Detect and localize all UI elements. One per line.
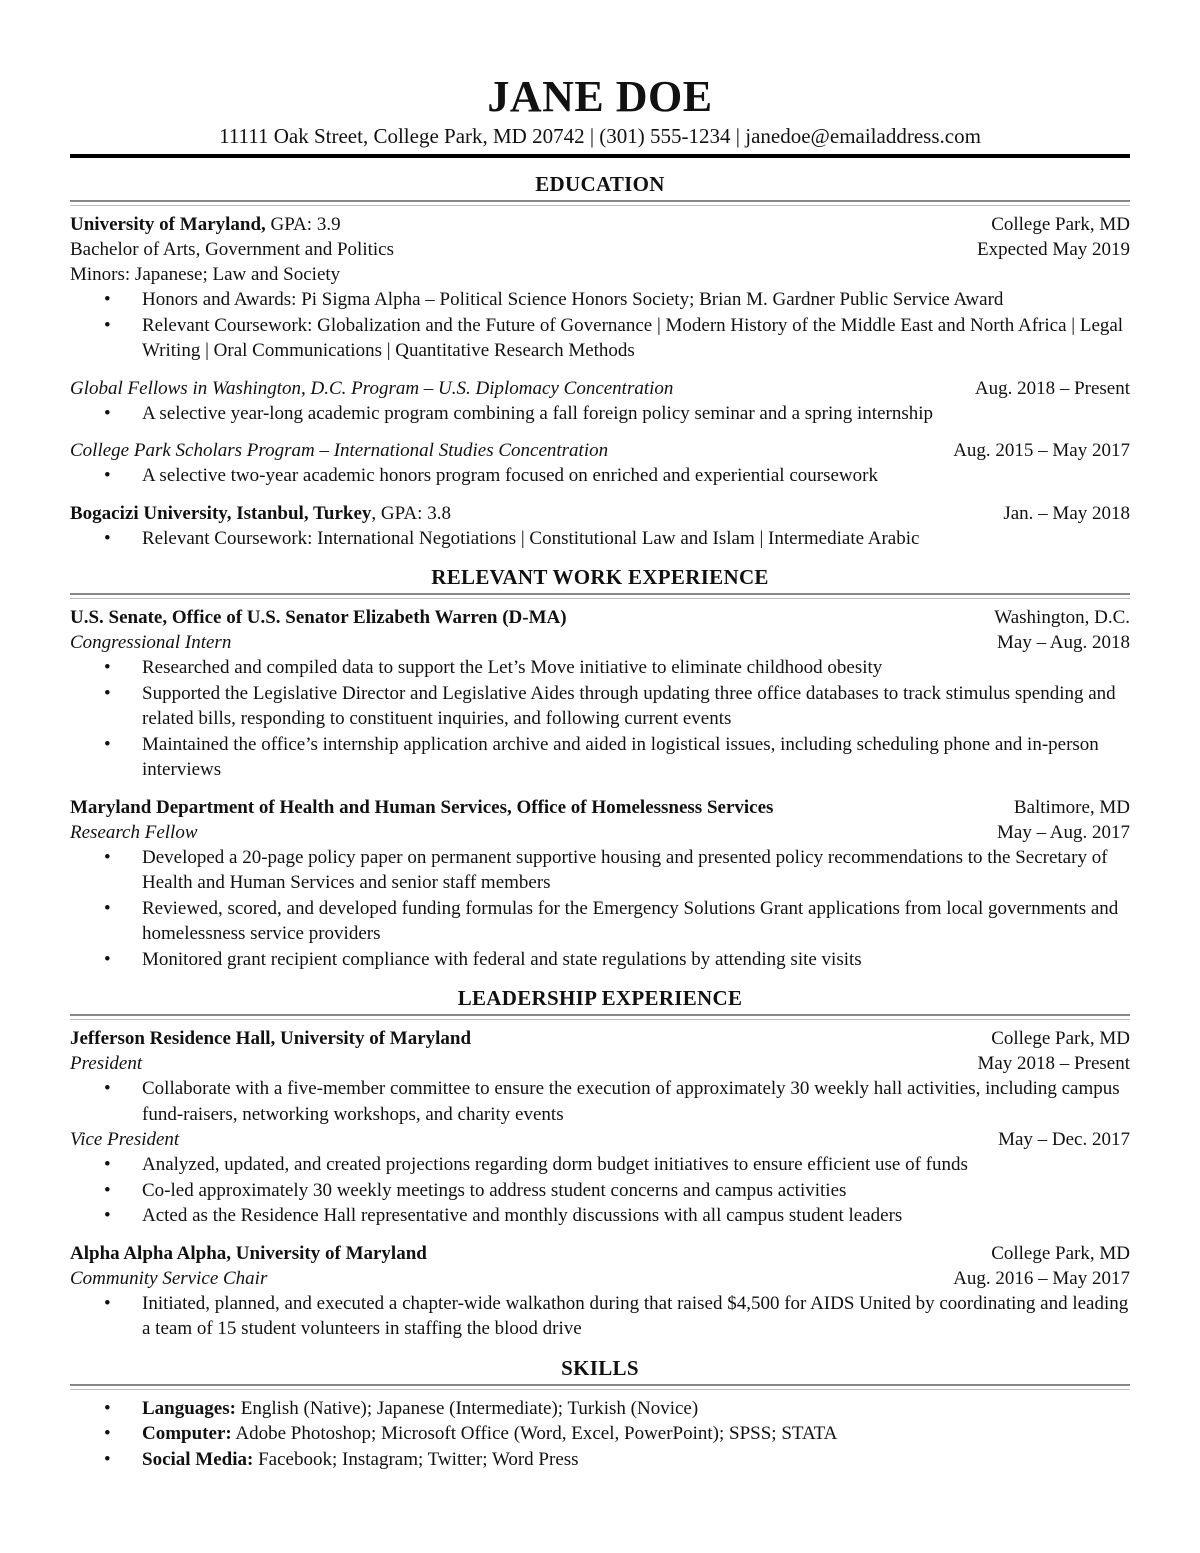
skill-value: English (Native); Japanese (Intermediate); Turkish (Novice) <box>235 1397 699 1419</box>
senate-location: Washington, D.C. <box>994 607 1130 628</box>
candidate-name: JANE DOE <box>487 72 713 121</box>
bogazici-date: Jan. – May 2018 <box>1003 502 1130 524</box>
dhhs-location: Baltimore, MD <box>1013 796 1130 818</box>
umd-date: Expected May 2019 <box>976 239 1130 260</box>
jefferson-role1-row <box>70 1051 1130 1076</box>
senate-role: Congressional Intern <box>70 632 232 653</box>
list-item: • Co-led approximately 30 weekly meetings to address student concerns and campus activities <box>70 1178 1130 1204</box>
umd-minors-row <box>70 262 1130 287</box>
resume-page <box>70 0 1130 1472</box>
jefferson-date2: May – Dec. 2017 <box>998 1129 1130 1150</box>
umd-minors: Minors: Japanese; Law and Society <box>70 264 341 285</box>
work-divider <box>70 593 1130 599</box>
alpha-org: Alpha Alpha Alpha, University of Maryland <box>70 1242 427 1264</box>
skill-label: Languages: <box>142 1397 236 1419</box>
list-item: • A selective year-long academic program combining a fall foreign policy seminar and a spring internship <box>70 401 1130 427</box>
alpha-location: College Park, MD <box>991 1242 1130 1264</box>
umd-location: College Park, MD <box>991 214 1130 235</box>
umd-degree: Bachelor of Arts, Government and Politics <box>70 239 394 260</box>
umd-school: University of Maryland, <box>70 214 266 235</box>
jefferson-org: Jefferson Residence Hall, University of Maryland <box>70 1028 472 1049</box>
list-item: • Supported the Legislative Director and Legislative Aides through updating three office databases to track stimulus spending and related bills, responding to constituent inquiries, and following current events <box>70 681 1130 732</box>
jefferson-role2-row <box>70 1127 1130 1152</box>
work-heading: RELEVANT WORK EXPERIENCE <box>431 565 769 589</box>
skill-languages <box>70 1396 1130 1422</box>
bogazici-bullets <box>70 526 1130 552</box>
jefferson-date1: May 2018 – Present <box>977 1053 1130 1074</box>
header-divider <box>70 154 1130 158</box>
senate-org: U.S. Senate, Office of U.S. Senator Elizabeth Warren (D-MA) <box>70 607 567 628</box>
skill-value: Facebook; Instagram; Twitter; Word Press <box>253 1448 579 1470</box>
scholars-program: College Park Scholars Program – International Studies Concentration <box>70 440 609 461</box>
bogazici-gpa: , GPA: 3.8 <box>371 502 451 524</box>
skill-value: Adobe Photoshop; Microsoft Office (Word, Excel, PowerPoint); SPSS; STATA <box>231 1423 838 1444</box>
bogazici-header <box>70 501 1130 526</box>
list-item: • Honors and Awards: Pi Sigma Alpha – Political Science Honors Society; Brian M. Gardner Public Service Award <box>70 287 1130 313</box>
scholars-bullets <box>70 463 1130 489</box>
list-item: • Relevant Coursework: International Negotiations | Constitutional Law and Islam | Intermediate Arabic <box>70 526 1130 552</box>
umd-gpa: GPA: 3.9 <box>265 214 341 235</box>
education-divider <box>70 200 1130 206</box>
skills-heading: SKILLS <box>561 1355 639 1380</box>
global-fellows-bullets <box>70 401 1130 427</box>
senate-date: May – Aug. 2018 <box>997 632 1130 653</box>
list-item: • Monitored grant recipient compliance with federal and state regulations by attending site visits <box>70 947 1130 973</box>
umd-bullets <box>70 287 1130 364</box>
dhhs-role-row <box>70 820 1130 845</box>
list-item: • Relevant Coursework: Globalization and the Future of Governance | Modern History of the Middle East and North Africa | Legal Writing | Oral Communications | Quantitative Research Methods <box>70 313 1130 364</box>
dhhs-role: Research Fellow <box>70 821 198 843</box>
alpha-date: Aug. 2016 – May 2017 <box>953 1267 1130 1289</box>
global-fellows-date: Aug. 2018 – Present <box>974 377 1130 399</box>
dhhs-bullets <box>70 845 1130 973</box>
list-item: • Initiated, planned, and executed a chapter-wide walkathon during that raised $4,500 for AIDS United by coordinating and leading a team of 15 student volunteers in staffing the blood drive <box>70 1291 1130 1342</box>
global-fellows-header <box>70 376 1130 401</box>
scholars-header <box>70 438 1130 463</box>
alpha-bullets <box>70 1291 1130 1342</box>
senate-role-row <box>70 630 1130 655</box>
jefferson-location: College Park, MD <box>991 1028 1130 1049</box>
dhhs-org: Maryland Department of Health and Human Services, Office of Homelessness Services <box>70 796 774 818</box>
skill-social-media <box>70 1447 1130 1473</box>
list-item: • Collaborate with a five-member committee to ensure the execution of approximately 30 weekly hall activities, including campus fund-raisers, networking workshops, and charity events <box>70 1076 1130 1127</box>
dhhs-header <box>70 795 1130 820</box>
alpha-header <box>70 1241 1130 1266</box>
umd-degree-row <box>70 237 1130 262</box>
scholars-date: Aug. 2015 – May 2017 <box>953 440 1130 461</box>
education-heading: EDUCATION <box>535 172 665 196</box>
bogazici-school: Bogacizi University, Istanbul, Turkey <box>70 502 372 524</box>
alpha-role-row <box>70 1266 1130 1291</box>
alpha-role: Community Service Chair <box>70 1267 268 1289</box>
dhhs-date: May – Aug. 2017 <box>997 821 1130 843</box>
senate-bullets <box>70 655 1130 783</box>
list-item: • Developed a 20-page policy paper on permanent supportive housing and presented policy recommendations to the Secretary of Health and Human Services and senior staff members <box>70 845 1130 896</box>
jefferson-bullets1 <box>70 1076 1130 1127</box>
jefferson-role1: President <box>70 1053 143 1074</box>
jefferson-role2: Vice President <box>70 1129 180 1150</box>
skills-list <box>70 1396 1130 1473</box>
skill-label: Computer: <box>142 1423 232 1444</box>
global-fellows-program: Global Fellows in Washington, D.C. Program – U.S. Diplomacy Concentration <box>70 377 674 399</box>
leadership-heading: LEADERSHIP EXPERIENCE <box>457 986 743 1010</box>
jefferson-header <box>70 1026 1130 1051</box>
skill-computer <box>70 1421 1130 1447</box>
senate-header <box>70 605 1130 630</box>
contact-line: 11111 Oak Street, College Park, MD 20742 | (301) 555-1234 | janedoe@emailaddress.com <box>219 124 981 148</box>
list-item: • Maintained the office’s internship application archive and aided in logistical issues, including scheduling phone and in-person interviews <box>70 732 1130 783</box>
list-item: • Acted as the Residence Hall representative and monthly discussions with all campus student leaders <box>70 1203 1130 1229</box>
skills-divider <box>70 1384 1130 1390</box>
jefferson-bullets2 <box>70 1152 1130 1229</box>
skill-label: Social Media: <box>142 1448 254 1470</box>
list-item: • Analyzed, updated, and created projections regarding dorm budget initiatives to ensure efficient use of funds <box>70 1152 1130 1178</box>
list-item: • A selective two-year academic honors program focused on enriched and experiential coursework <box>70 463 1130 489</box>
leadership-divider <box>70 1014 1130 1020</box>
list-item: • Researched and compiled data to support the Let’s Move initiative to eliminate childhood obesity <box>70 655 1130 681</box>
umd-header <box>70 212 1130 237</box>
list-item: • Reviewed, scored, and developed funding formulas for the Emergency Solutions Grant applications from local governments and homelessness service providers <box>70 896 1130 947</box>
